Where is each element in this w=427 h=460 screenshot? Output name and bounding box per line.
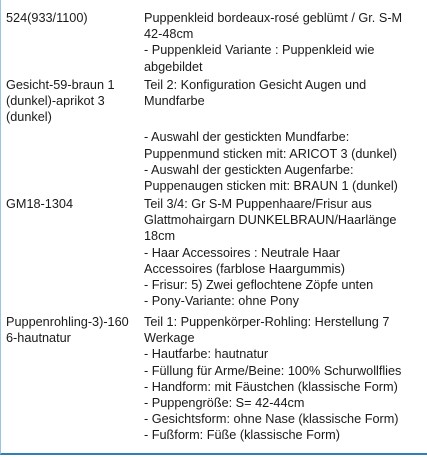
- item-code: [6, 314, 136, 346]
- item-description: [144, 196, 424, 309]
- item-code-line: (dunkel)-aprikot 3: [6, 94, 105, 109]
- description-line: Accessoires (farblose Haargummis): [144, 261, 345, 276]
- description-line: Werkage: [144, 331, 195, 346]
- description-line: Mundfarbe: [144, 94, 205, 109]
- item-code-line: 6-hautnatur: [6, 331, 71, 346]
- description-line: - Handform: mit Fäustchen (klassische Form): [144, 379, 398, 394]
- description-line: - Puppengröße: S= 42-44cm: [144, 396, 305, 411]
- description-line: - Frisur: 5) Zwei geflochtene Zöpfe unten: [144, 278, 374, 293]
- description-line: - Füllung für Arme/Beine: 100% Schurwollflies: [144, 363, 402, 378]
- description-line: Puppenkleid bordeaux-rosé geblümt / Gr. S-M: [144, 11, 403, 25]
- description-line: abgebildet: [144, 59, 203, 74]
- description-line: 18cm: [144, 229, 176, 244]
- item-code: [6, 77, 136, 126]
- description-line: - Auswahl der gestickten Augenfarbe:: [144, 162, 354, 177]
- item-description: [144, 10, 424, 75]
- description-line: - Auswahl der gestickten Mundfarbe:: [144, 130, 350, 145]
- description-line: Teil 3/4: Gr S-M Puppenhaare/Frisur aus: [144, 197, 372, 211]
- item-code-line: 524(933/1100): [6, 11, 88, 25]
- description-line: - Hautfarbe: hautnatur: [144, 347, 269, 362]
- item-code-line: (dunkel): [6, 110, 52, 125]
- description-line: - Haar Accessoires : Neutrale Haar: [144, 245, 341, 260]
- description-line: - Gesichtsform: ohne Nase (klassische Form): [144, 412, 399, 427]
- description-line: - Puppenkleid Variante : Puppenkleid wie: [144, 43, 375, 58]
- description-line: Teil 1: Puppenkörper-Rohling: Herstellung 7: [144, 315, 390, 329]
- description-line: Puppenmund sticken mit: ARICOT 3 (dunkel): [144, 146, 397, 161]
- description-line: Puppenaugen sticken mit: BRAUN 1 (dunkel): [144, 179, 398, 194]
- description-line: Glattmohairgarn DUNKELBRAUN/Haarlänge: [144, 213, 397, 228]
- item-code-line: Puppenrohling-3)-160: [6, 315, 129, 329]
- item-code-line: GM18-1304: [6, 197, 73, 211]
- description-line: - Pony-Variante: ohne Pony: [144, 294, 299, 309]
- item-description: [144, 77, 424, 194]
- description-line: [144, 109, 424, 125]
- item-code: [6, 196, 136, 212]
- item-description: [144, 314, 424, 444]
- item-code: [6, 10, 136, 26]
- item-code-line: Gesicht-59-braun 1: [6, 78, 115, 92]
- description-line: - Fußform: Füße (klassische Form): [144, 428, 340, 443]
- description-line: Teil 2: Konfiguration Gesicht Augen und: [144, 78, 367, 92]
- description-line: 42-48cm: [144, 27, 194, 42]
